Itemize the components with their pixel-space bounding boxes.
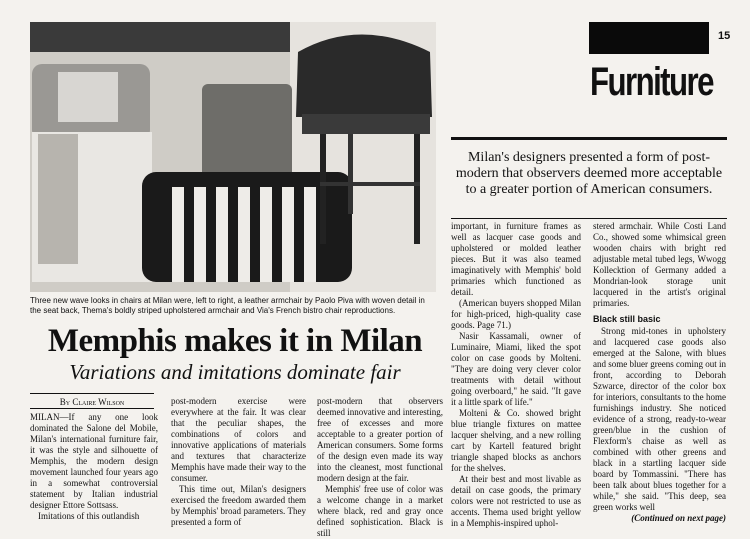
- byline-rule: [30, 408, 154, 409]
- paragraph: At their best and most livable as detail on case goods, the primary colors were not restricted to use as accents. Thema used bright yellow in a Memphis-inspired uphol-: [451, 474, 581, 528]
- paragraph: important, in furniture frames as well as lacquer case goods and upholstered or molded leather pieces. But it was also teamed imaginatively with Memphis' bold primaries which functioned as detail.: [451, 221, 581, 297]
- deck-rule: [451, 218, 727, 219]
- paragraph: Memphis' free use of color was a welcome change in a market where black, red and gray once defined sophistication. Black is still: [317, 484, 443, 538]
- leather-armchair-image: [32, 64, 152, 282]
- paragraph: post-modern that observers deemed innovative and interesting, free of excesses and more acceptable to a greater portion of American consumers. Some forms of the design even made its way into the cleanest, most functional modern design at the fair.: [317, 396, 443, 483]
- page-number: 15: [718, 30, 731, 42]
- article-column-2: [171, 396, 306, 528]
- subheadline: Variations and imitations dominate fair: [69, 360, 401, 384]
- section-subhead: Black still basic: [593, 314, 661, 324]
- paragraph: post-modern exercise were everywhere at the fair. It was clear that the peculiar shapes, the combinations of colors and innovative applications of materials and textures that characterize Memphis have made their way to the consumer.: [171, 396, 306, 483]
- article-column-1: [30, 412, 158, 522]
- section-rule: [451, 137, 727, 140]
- paragraph: This time out, Milan's designers exercised the freedom awarded them by Memphis' broad parameters. They presented a form of: [171, 484, 306, 527]
- section-title: Furniture: [590, 60, 713, 104]
- byline: By Claire Wilson: [59, 397, 125, 407]
- article-column-4: [451, 221, 581, 529]
- paragraph: stered armchair. While Costi Land Co., showed some whimsical green wooden chairs with bright red adjustable metal tubed legs, Wwogg Kollecktion of Germany added a Mondrian-look storage unit lacquered in the artist's original primaries.: [593, 221, 726, 308]
- section-header-block: [589, 22, 709, 54]
- byline-rule: [30, 393, 154, 394]
- article-column-5: [593, 221, 726, 524]
- paragraph: MILAN—If any one look dominated the Salone del Mobile, Milan's international furniture fair, it was the style and silhouette of Memphis, the modern design movement launched four years ago in a somewhat controversial statement by Italian industrial designer Ettore Sottsass.: [30, 412, 158, 510]
- chairs-photo: [30, 22, 436, 292]
- deck-text: Milan's designers presented a form of post-modern that observers deemed more acceptable to a greater portion of American consumers.: [455, 150, 723, 197]
- article-column-3: [317, 396, 443, 539]
- paragraph: Molteni & Co. showed bright blue triangle fixtures on mattee lacquer shelving, and a new rolling cart by Kartell featured bright triangle shaped blocks as anchors for the shelves.: [451, 408, 581, 473]
- photo-caption: Three new wave looks in chairs at Milan were, left to right, a leather armchair by Paolo Piva with woven detail in the seat back, Thema's boldly striped upholstered armchair and Via's French bistro chair reproductions.: [30, 296, 425, 315]
- continued-note: (Continued on next page): [631, 513, 726, 523]
- headline: Memphis makes it in Milan: [47, 323, 423, 359]
- paragraph: Nasir Kassamali, owner of Luminaire, Miami, liked the spot color on case goods by Molteni. "They are doing very clever color treatments with detail without going overboard," he said. "It gave it a little spark of life.": [451, 331, 581, 407]
- paragraph: (American buyers shopped Milan for high-priced, high-quality case goods. Page 71.): [451, 298, 581, 330]
- paragraph: Strong mid-tones in upholstery and lacquered case goods also emerged at the Salone, with blues and some bluer greens coming out in front, according to Deborah Szwarce, director of the color box for interiors, consultants to the home furnishings industry. She noticed evidence of a strong, ready-to-wear green/blue in the cushion of Flexform's chaise as well as combined with other greens and black in a startling lacquer side board by Tommassini. "There has been talk about blues together for a while," she said. "This deep, sea green works well: [593, 326, 726, 512]
- paragraph: Imitations of this outlandish: [38, 511, 140, 521]
